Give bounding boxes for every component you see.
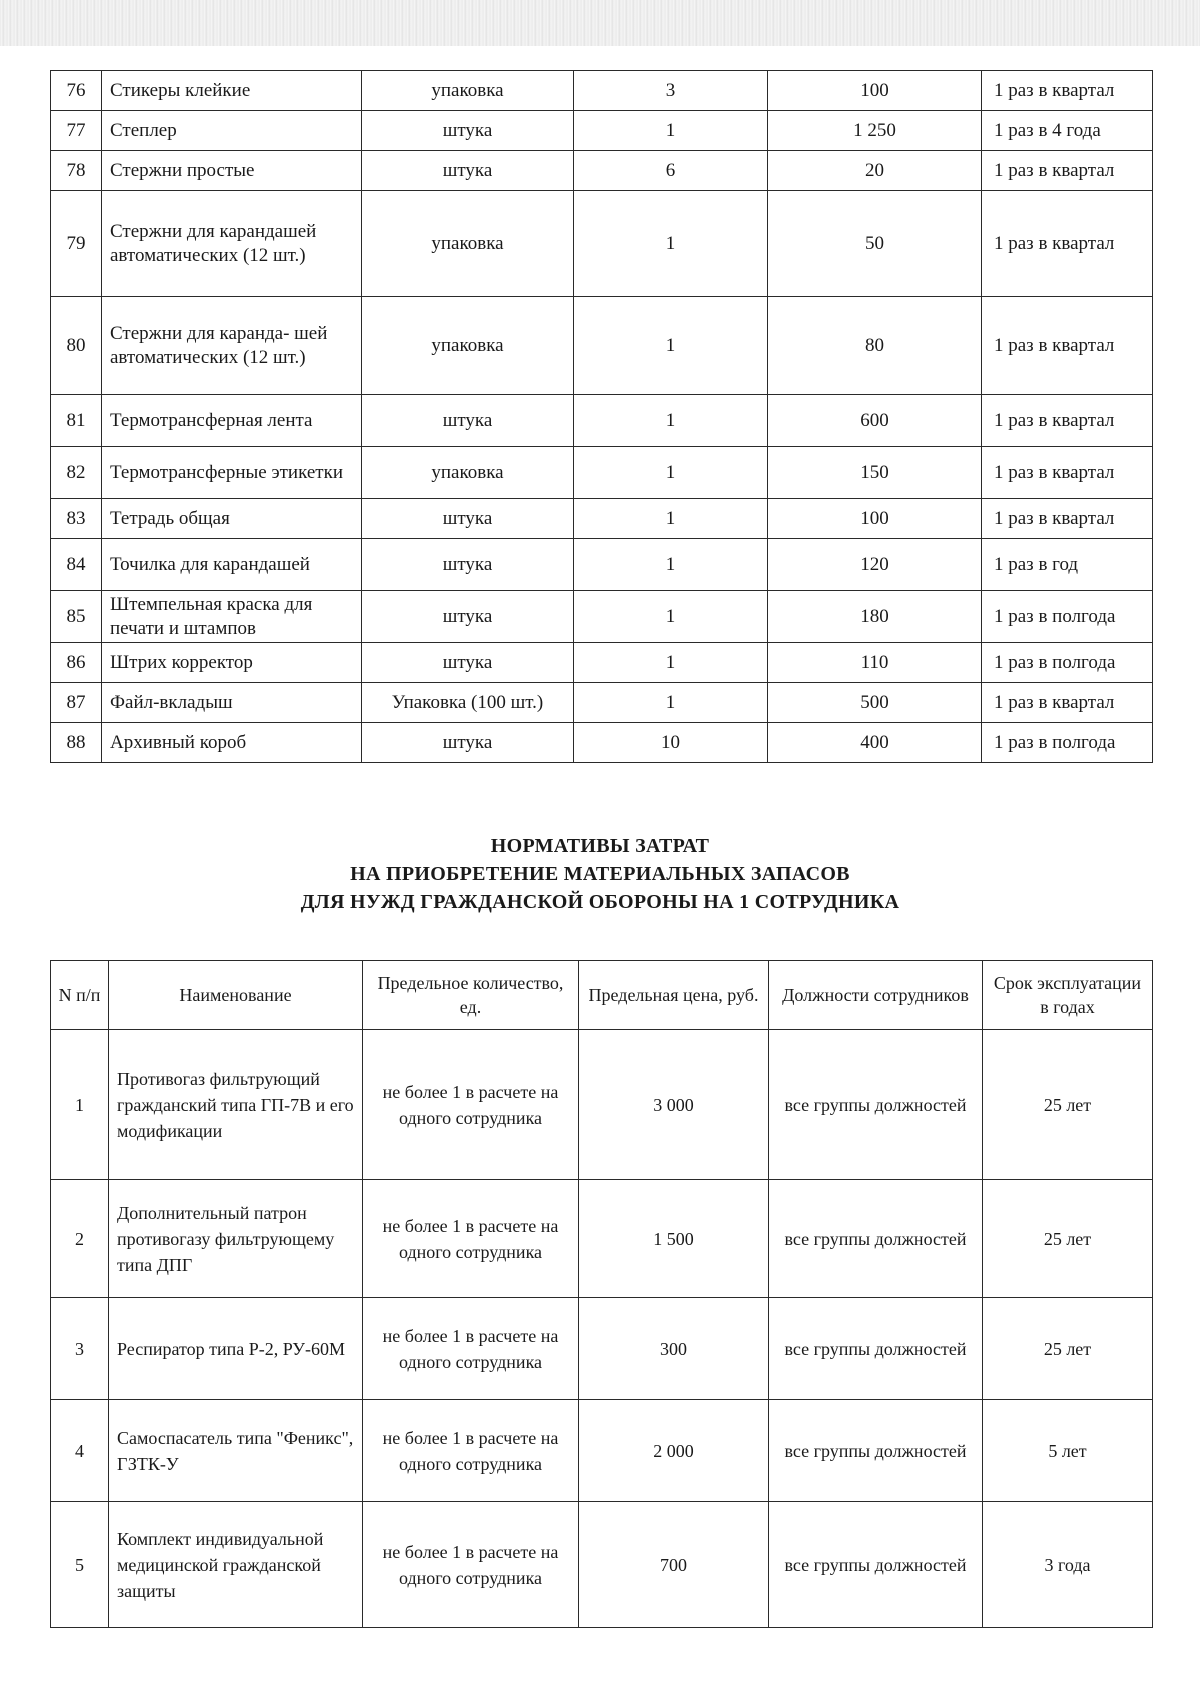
row-number: 88	[51, 723, 102, 763]
section-heading	[0, 832, 1200, 916]
item-frequency: 1 раз в квартал	[982, 499, 1153, 539]
item-price: 400	[768, 723, 982, 763]
table-row	[51, 191, 1153, 297]
item-quantity: 1	[574, 591, 768, 643]
item-name: Степлер	[102, 111, 362, 151]
table-header-row	[51, 961, 1153, 1030]
table-row	[51, 1298, 1153, 1400]
row-number: 79	[51, 191, 102, 297]
table-row	[51, 539, 1153, 591]
item-name: Дополнительный патрон противогазу фильтрующему типа ДПГ	[109, 1180, 363, 1298]
item-quantity: 1	[574, 643, 768, 683]
item-quantity: не более 1 в расчете на одного сотрудника	[363, 1030, 579, 1180]
table-row	[51, 1030, 1153, 1180]
item-frequency: 1 раз в год	[982, 539, 1153, 591]
header-price: Предельная цена, руб.	[579, 961, 769, 1030]
table-row	[51, 591, 1153, 643]
row-number: 82	[51, 447, 102, 499]
scan-noise-strip	[0, 0, 1200, 46]
item-price: 110	[768, 643, 982, 683]
item-name: Стикеры клейкие	[102, 71, 362, 111]
item-lifetime: 25 лет	[983, 1030, 1153, 1180]
row-number: 84	[51, 539, 102, 591]
item-frequency: 1 раз в квартал	[982, 297, 1153, 395]
item-name: Респиратор типа Р-2, РУ-60М	[109, 1298, 363, 1400]
item-unit: упаковка	[362, 297, 574, 395]
item-price: 700	[579, 1502, 769, 1628]
item-lifetime: 25 лет	[983, 1180, 1153, 1298]
heading-line-3: ДЛЯ НУЖД ГРАЖДАНСКОЙ ОБОРОНЫ НА 1 СОТРУДНИКА	[300, 891, 900, 913]
item-frequency: 1 раз в квартал	[982, 395, 1153, 447]
row-number: 85	[51, 591, 102, 643]
row-number: 83	[51, 499, 102, 539]
item-unit: штука	[362, 591, 574, 643]
item-name: Термотрансферные этикетки	[102, 447, 362, 499]
row-number: 77	[51, 111, 102, 151]
item-price: 2 000	[579, 1400, 769, 1502]
item-price: 50	[768, 191, 982, 297]
row-number: 5	[51, 1502, 109, 1628]
table-row	[51, 71, 1153, 111]
item-quantity: 1	[574, 447, 768, 499]
supplies-table	[50, 70, 1153, 763]
item-frequency: 1 раз в 4 года	[982, 111, 1153, 151]
civil-defense-table	[50, 960, 1153, 1628]
item-unit: штука	[362, 723, 574, 763]
item-unit: Упаковка (100 шт.)	[362, 683, 574, 723]
item-unit: штука	[362, 499, 574, 539]
item-name: Файл-вкладыш	[102, 683, 362, 723]
header-lifetime: Срок эксплуатации в годах	[983, 961, 1153, 1030]
table-row	[51, 1180, 1153, 1298]
item-price: 20	[768, 151, 982, 191]
item-frequency: 1 раз в квартал	[982, 191, 1153, 297]
item-price: 1 500	[579, 1180, 769, 1298]
item-name: Архивный короб	[102, 723, 362, 763]
header-positions: Должности сотрудников	[769, 961, 983, 1030]
table-row	[51, 151, 1153, 191]
item-frequency: 1 раз в полгода	[982, 723, 1153, 763]
item-price: 180	[768, 591, 982, 643]
item-name: Самоспасатель типа "Феникс", ГЗТК-У	[109, 1400, 363, 1502]
item-price: 150	[768, 447, 982, 499]
item-quantity: 1	[574, 395, 768, 447]
row-number: 87	[51, 683, 102, 723]
item-price: 3 000	[579, 1030, 769, 1180]
item-quantity: 1	[574, 539, 768, 591]
row-number: 76	[51, 71, 102, 111]
item-name: Штрих корректор	[102, 643, 362, 683]
table-row	[51, 111, 1153, 151]
row-number: 86	[51, 643, 102, 683]
item-quantity: не более 1 в расчете на одного сотрудника	[363, 1502, 579, 1628]
item-name: Стержни для каранда- шей автоматических (12 шт.)	[102, 297, 362, 395]
item-frequency: 1 раз в полгода	[982, 591, 1153, 643]
item-frequency: 1 раз в квартал	[982, 683, 1153, 723]
item-frequency: 1 раз в квартал	[982, 447, 1153, 499]
item-unit: штука	[362, 151, 574, 191]
table-row	[51, 297, 1153, 395]
item-price: 300	[579, 1298, 769, 1400]
row-number: 1	[51, 1030, 109, 1180]
row-number: 78	[51, 151, 102, 191]
item-quantity: 1	[574, 297, 768, 395]
header-name: Наименование	[109, 961, 363, 1030]
item-unit: упаковка	[362, 447, 574, 499]
item-frequency: 1 раз в квартал	[982, 71, 1153, 111]
item-positions: все группы должностей	[769, 1400, 983, 1502]
item-lifetime: 3 года	[983, 1502, 1153, 1628]
item-unit: штука	[362, 111, 574, 151]
item-unit: штука	[362, 643, 574, 683]
item-quantity: 1	[574, 683, 768, 723]
item-name: Стержни простые	[102, 151, 362, 191]
item-price: 600	[768, 395, 982, 447]
item-frequency: 1 раз в полгода	[982, 643, 1153, 683]
header-number: N п/п	[51, 961, 109, 1030]
table-row	[51, 723, 1153, 763]
table-row	[51, 683, 1153, 723]
item-unit: штука	[362, 395, 574, 447]
item-unit: упаковка	[362, 71, 574, 111]
item-name: Штемпельная краска для печати и штампов	[102, 591, 362, 643]
table-row	[51, 395, 1153, 447]
item-positions: все группы должностей	[769, 1180, 983, 1298]
heading-line-1: НОРМАТИВЫ ЗАТРАТ	[490, 835, 710, 857]
table-row	[51, 499, 1153, 539]
item-frequency: 1 раз в квартал	[982, 151, 1153, 191]
row-number: 4	[51, 1400, 109, 1502]
heading-line-2: НА ПРИОБРЕТЕНИЕ МАТЕРИАЛЬНЫХ ЗАПАСОВ	[350, 863, 850, 885]
item-quantity: 1	[574, 191, 768, 297]
item-price: 120	[768, 539, 982, 591]
item-unit: упаковка	[362, 191, 574, 297]
row-number: 3	[51, 1298, 109, 1400]
item-lifetime: 5 лет	[983, 1400, 1153, 1502]
item-name: Точилка для карандашей	[102, 539, 362, 591]
item-name: Термотрансферная лента	[102, 395, 362, 447]
row-number: 81	[51, 395, 102, 447]
item-unit: штука	[362, 539, 574, 591]
item-quantity: 1	[574, 499, 768, 539]
item-quantity: 1	[574, 111, 768, 151]
item-quantity: 3	[574, 71, 768, 111]
item-price: 500	[768, 683, 982, 723]
item-price: 1 250	[768, 111, 982, 151]
item-name: Стержни для карандашей автоматических (12 шт.)	[102, 191, 362, 297]
item-positions: все группы должностей	[769, 1502, 983, 1628]
item-name: Тетрадь общая	[102, 499, 362, 539]
table-row	[51, 1502, 1153, 1628]
row-number: 80	[51, 297, 102, 395]
item-lifetime: 25 лет	[983, 1298, 1153, 1400]
item-quantity: не более 1 в расчете на одного сотрудника	[363, 1298, 579, 1400]
item-quantity: 6	[574, 151, 768, 191]
item-name: Комплект индивидуальной медицинской гражданской защиты	[109, 1502, 363, 1628]
row-number: 2	[51, 1180, 109, 1298]
item-positions: все группы должностей	[769, 1030, 983, 1180]
table-row	[51, 447, 1153, 499]
item-price: 100	[768, 71, 982, 111]
item-quantity: не более 1 в расчете на одного сотрудника	[363, 1180, 579, 1298]
item-quantity: 10	[574, 723, 768, 763]
item-name: Противогаз фильтрующий гражданский типа ГП-7В и его модификации	[109, 1030, 363, 1180]
item-price: 100	[768, 499, 982, 539]
header-quantity: Предельное количество, ед.	[363, 961, 579, 1030]
table-row	[51, 1400, 1153, 1502]
item-price: 80	[768, 297, 982, 395]
table-row	[51, 643, 1153, 683]
item-positions: все группы должностей	[769, 1298, 983, 1400]
item-quantity: не более 1 в расчете на одного сотрудника	[363, 1400, 579, 1502]
